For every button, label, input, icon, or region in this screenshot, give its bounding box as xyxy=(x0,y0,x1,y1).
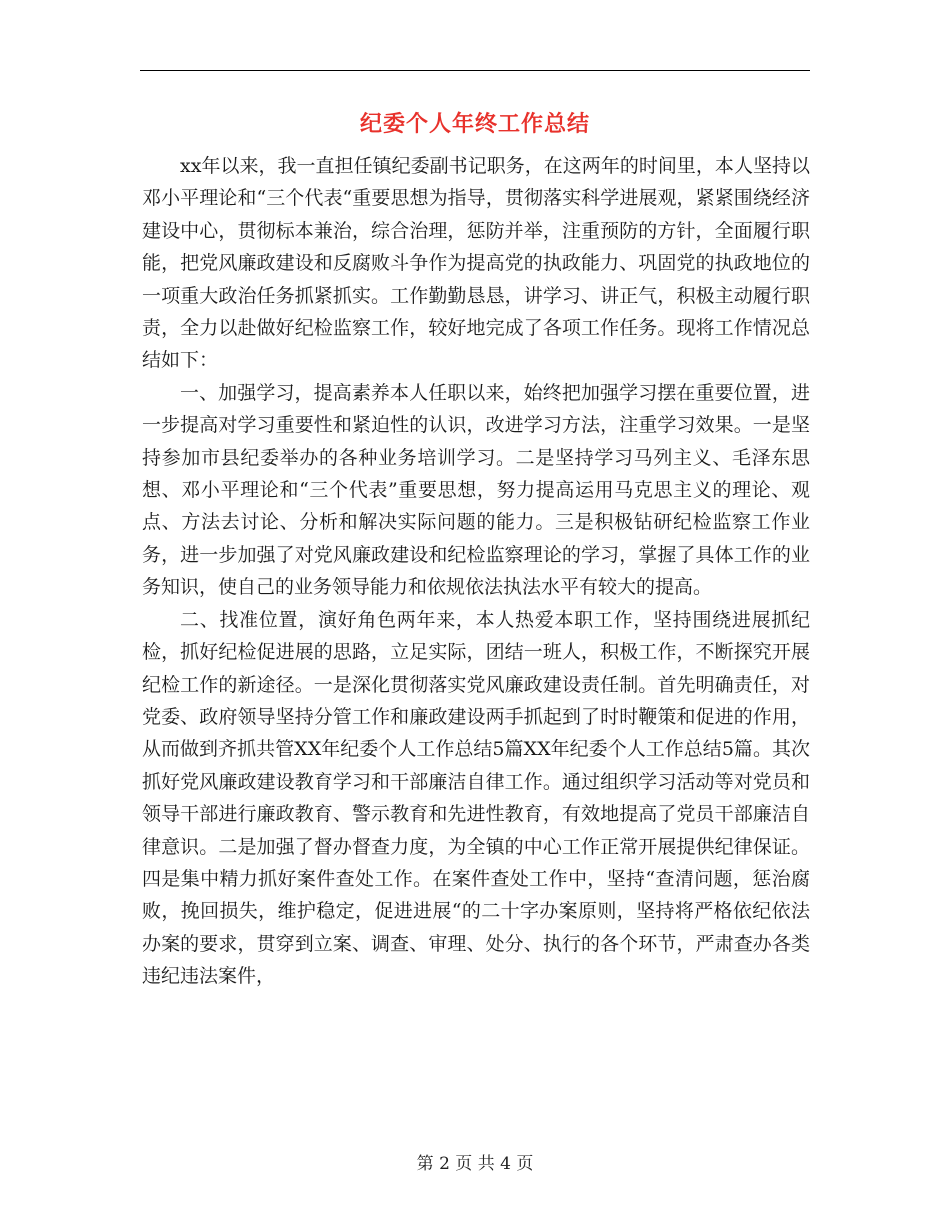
paragraph-intro: xx年以来，我一直担任镇纪委副书记职务，在这两年的时间里，本人坚持以邓小平理论和“三个代表“重要思想为指导，贯彻落实科学进展观，紧紧围绕经济建设中心，贯彻标本兼治，综合治理，惩防并举，注重预防的方针，全面履行职能，把党风廉政建设和反腐败斗争作为提高党的执政能力、巩固党的执政地位的一项重大政治任务抓紧抓实。工作勤勤恳恳，讲学习、讲正气，积极主动履行职责，全力以赴做好纪检监察工作，较好地完成了各项工作任务。现将工作情况总结如下： xyxy=(142,155,810,372)
page-number-footer: 第 2 页 共 4 页 xyxy=(416,1154,534,1174)
paragraph-section-1: 一、加强学习，提高素养本人任职以来，始终把加强学习摆在重要位置，进一步提高对学习重要性和紧迫性的认识，改进学习方法，注重学习效果。一是坚持参加市县纪委举办的各种业务培训学习。二是坚持学习马列主义、毛泽东思想、邓小平理论和“三个代表”重要思想，努力提高运用马克思主义的理论、观点、方法去讨论、分析和解决实际问题的能力。三是积极钻研纪检监察工作业务，进一步加强了对党风廉政建设和纪检监察理论的学习，掌握了具体工作的业务知识，使自己的业务领导能力和依规依法执法水平有较大的提高。 xyxy=(142,381,810,599)
header-rule xyxy=(140,70,810,71)
document-body xyxy=(142,150,810,993)
paragraph-section-2: 二、找准位置，演好角色两年来，本人热爱本职工作，坚持围绕进展抓纪检，抓好纪检促进展的思路，立足实际，团结一班人，积极工作，不断探究开展纪检工作的新途径。一是深化贯彻落实党风廉政建设责任制。首先明确责任，对党委、政府领导坚持分管工作和廉政建设两手抓起到了时时鞭策和促进的作用，从而做到齐抓共管XX年纪委个人工作总结5篇XX年纪委个人工作总结5篇。其次抓好党风廉政建设教育学习和干部廉洁自律工作。通过组织学习活动等对党员和领导干部进行廉政教育、警示教育和先进性教育，有效地提高了党员干部廉洁自律意识。二是加强了督办督查力度，为全镇的中心工作正常开展提供纪律保证。四是集中精力抓好案件查处工作。在案件查处工作中，坚持“查清问题，惩治腐败，挽回损失，维护稳定，促进进展“的二十字办案原则，坚持将严格依纪依法办案的要求，贯穿到立案、调查、审理、处分、执行的各个环节，严肃查办各类违纪违法案件， xyxy=(142,608,810,988)
document-title: 纪委个人年终工作总结 xyxy=(359,111,590,137)
